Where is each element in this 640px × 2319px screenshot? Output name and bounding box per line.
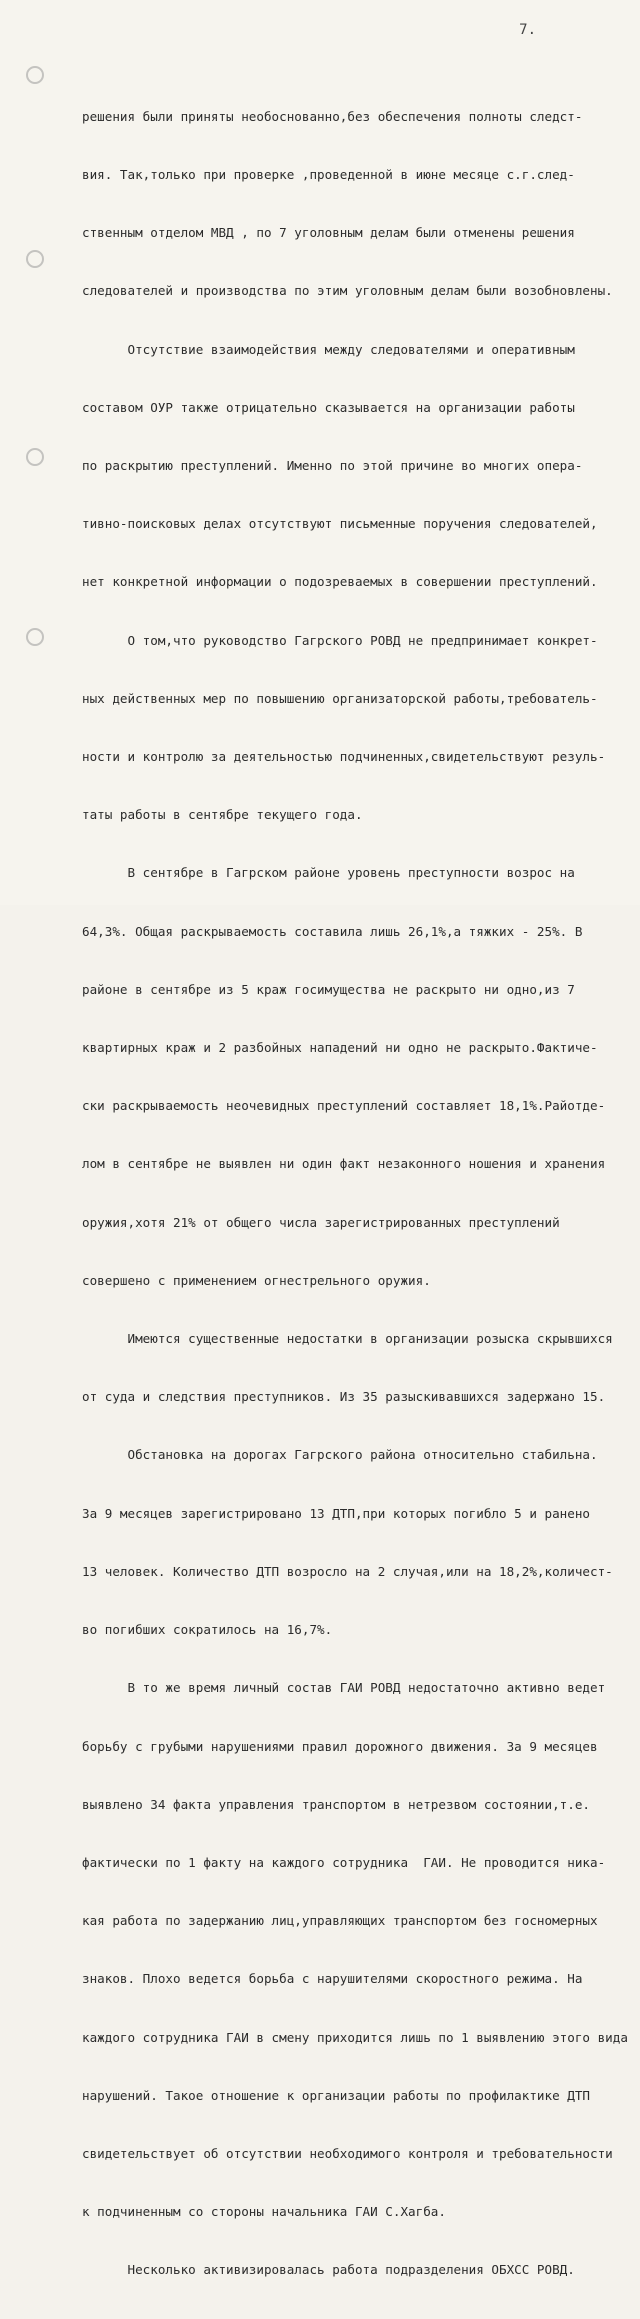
text-line: фактически по 1 факту на каждого сотрудника ГАИ. Не проводится ника-: [82, 1854, 606, 1870]
punch-hole-mark: [26, 448, 44, 466]
text-line: нет конкретной информации о подозреваемых в совершении преступлений.: [82, 574, 598, 590]
text-line: по раскрытию преступлений. Именно по этой причине во многих опера-: [82, 458, 583, 474]
text-line: ности и контролю за деятельностью подчиненных,свидетельствуют резуль-: [82, 749, 606, 765]
text-line: районе в сентябре из 5 краж госимущества не раскрыто ни одно,из 7: [82, 981, 575, 997]
text-line: За 9 месяцев зарегистрировано 13 ДТП,при которых погибло 5 и ранено: [82, 1505, 590, 1521]
text-line: знаков. Плохо ведется борьба с нарушителями скоростного режима. На: [82, 1971, 583, 1987]
text-line: ных действенных мер по повышению организаторской работы,требователь-: [82, 690, 598, 706]
text-line: 13 человек. Количество ДТП возросло на 2 случая,или на 18,2%,количест-: [82, 1563, 613, 1579]
text-line: ственным отделом МВД , по 7 уголовным делам были отменены решения: [82, 225, 575, 241]
text-line: выявлено 34 факта управления транспортом в нетрезвом состоянии,т.е.: [82, 1796, 590, 1812]
text-line: от суда и следствия преступников. Из 35 разыскивавшихся задержано 15.: [82, 1389, 606, 1405]
punch-hole-mark: [26, 628, 44, 646]
text-line: тивно-поисковых делах отсутствуют письменные поручения следователей,: [82, 516, 598, 532]
text-line: В сентябре в Гагрском районе уровень преступности возрос на: [82, 865, 575, 881]
text-line: Несколько активизировалась работа подразделения ОБХСС РОВД.: [82, 2262, 575, 2278]
text-line: квартирных краж и 2 разбойных нападений ни одно не раскрыто.Фактиче-: [82, 1040, 598, 1056]
text-line: нарушений. Такое отношение к организации работы по профилактике ДТП: [82, 2087, 590, 2103]
text-line: каждого сотрудника ГАИ в смену приходится лишь по 1 выявлению этого вида: [82, 2029, 628, 2045]
text-line: оружия,хотя 21% от общего числа зарегистрированных преступлений: [82, 1214, 560, 1230]
text-line: борьбу с грубыми нарушениями правил дорожного движения. За 9 месяцев: [82, 1738, 598, 1754]
text-line: решения были приняты необоснованно,без обеспечения полноты следст-: [82, 108, 583, 124]
punch-hole-mark: [26, 250, 44, 268]
text-line: совершено с применением огнестрельного оружия.: [82, 1272, 431, 1288]
typed-text-body: [82, 68, 630, 2319]
text-line: ски раскрываемость неочевидных преступлений составляет 18,1%.Райотде-: [82, 1098, 606, 1114]
page-number: 7.: [519, 22, 536, 38]
text-line: таты работы в сентябре текущего года.: [82, 807, 363, 823]
text-line: следователей и производства по этим уголовным делам были возобновлены.: [82, 283, 613, 299]
text-line: составом ОУР также отрицательно сказывается на организации работы: [82, 399, 575, 415]
text-line: Отсутствие взаимодействия между следователями и оперативным: [82, 341, 575, 357]
text-line: во погибших сократилось на 16,7%.: [82, 1622, 333, 1638]
text-line: кая работа по задержанию лиц,управляющих транспортом без госномерных: [82, 1913, 598, 1929]
text-line: свидетельствует об отсутствии необходимого контроля и требовательности: [82, 2145, 613, 2161]
text-line: В то же время личный состав ГАИ РОВД недостаточно активно ведет: [82, 1680, 606, 1696]
punch-hole-mark: [26, 66, 44, 84]
text-line: к подчиненным со стороны начальника ГАИ С.Хагба.: [82, 2204, 446, 2220]
text-line: Обстановка на дорогах Гагрского района относительно стабильна.: [82, 1447, 598, 1463]
text-line: 64,3%. Общая раскрываемость составила лишь 26,1%,а тяжких - 25%. В: [82, 923, 583, 939]
text-line: лом в сентябре не выявлен ни один факт незаконного ношения и хранения: [82, 1156, 606, 1172]
text-line: вия. Так,только при проверке ,проведенной в июне месяце с.г.след-: [82, 167, 575, 183]
text-line: О том,что руководство Гагрского РОВД не предпринимает конкрет-: [82, 632, 598, 648]
text-line: Имеются существенные недостатки в организации розыска скрывшихся: [82, 1331, 613, 1347]
